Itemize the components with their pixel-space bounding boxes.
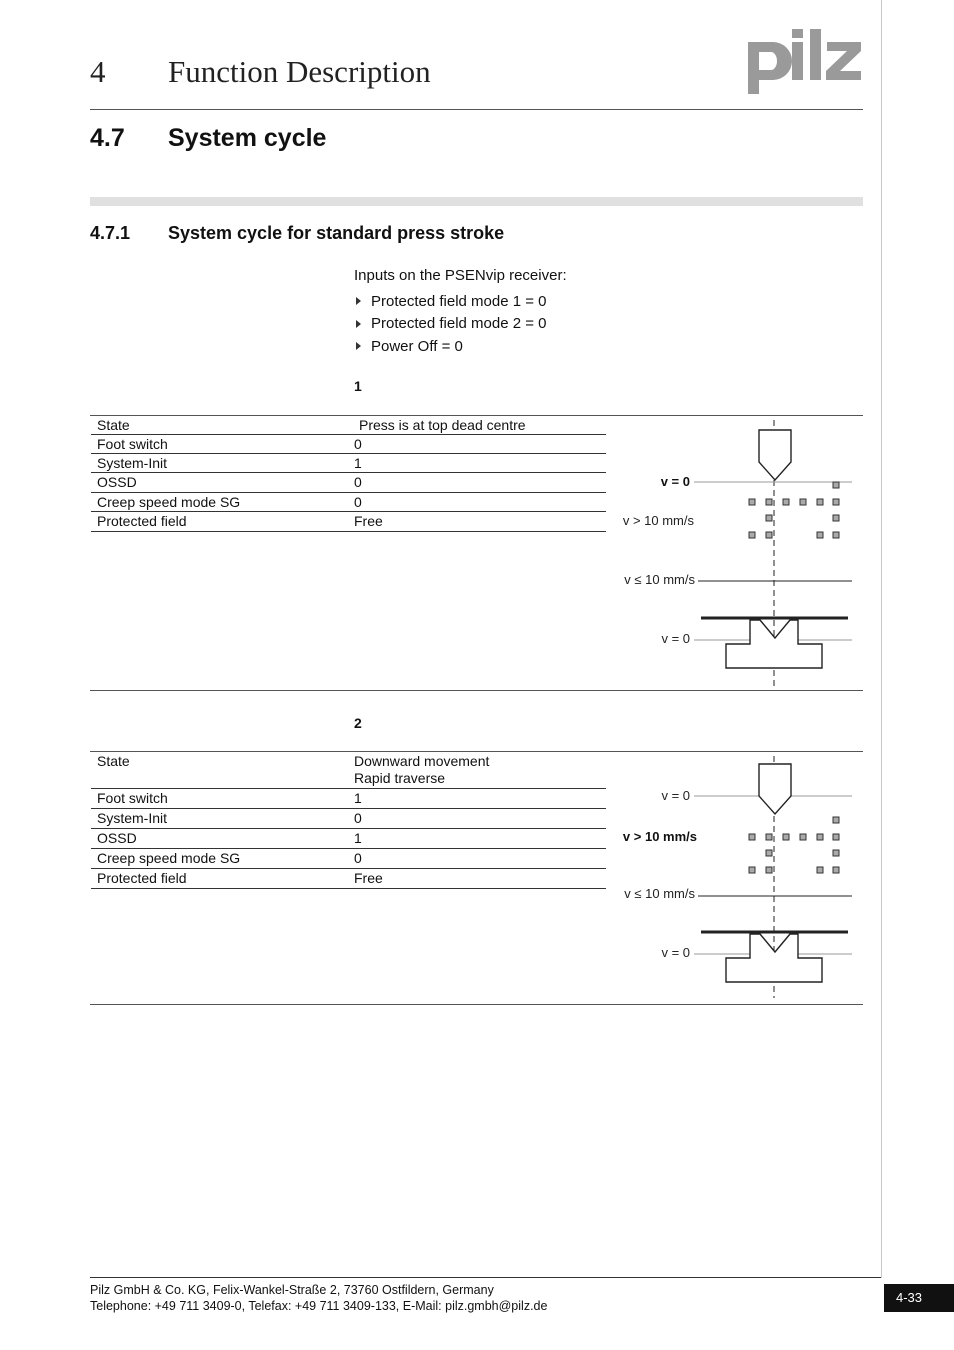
list-item: Power Off = 0 xyxy=(354,335,547,358)
chapter-number: 4 xyxy=(90,54,106,89)
chapter-title: Function Description xyxy=(168,54,431,89)
section-title: System cycle xyxy=(168,124,327,152)
arrow-bullet-icon xyxy=(356,320,361,328)
pilz-logo xyxy=(746,28,864,96)
footer-contact: Telephone: +49 711 3409-0, Telefax: +49 711 3409-133, E-Mail: pilz.gmbh@pilz.de xyxy=(90,1299,548,1313)
speed-label: v > 10 mm/s xyxy=(622,513,694,528)
table-row: Foot switch 0 xyxy=(91,435,606,454)
step-number: 2 xyxy=(354,715,362,731)
step-number: 1 xyxy=(354,378,362,394)
press-diagram xyxy=(606,418,864,690)
list-item: Protected field mode 2 = 0 xyxy=(354,313,547,336)
table-row: Protected field Free xyxy=(91,869,606,889)
table-row: Creep speed mode SG 0 xyxy=(91,849,606,869)
input-list xyxy=(354,290,547,358)
intro-text: Inputs on the PSENvip receiver: xyxy=(354,267,567,284)
step-bottom-rule xyxy=(90,1004,863,1005)
speed-label: v = 0 xyxy=(661,788,690,803)
table-row: Foot switch 1 xyxy=(91,789,606,809)
table-row: System-Init 0 xyxy=(91,809,606,829)
section-divider xyxy=(90,197,863,206)
step-bottom-rule xyxy=(90,690,863,691)
subsection-number: 4.7.1 xyxy=(90,223,131,243)
subsection-title: System cycle for standard press stroke xyxy=(168,223,505,243)
press-diagram xyxy=(606,754,864,1004)
state-table xyxy=(91,416,606,532)
page-margin-line xyxy=(881,0,882,1278)
table-row: State Downward movement Rapid traverse xyxy=(91,752,606,789)
table-row: Protected field Free xyxy=(91,512,606,532)
speed-label: v = 0 xyxy=(661,945,690,960)
state-table xyxy=(91,752,606,889)
table-row: OSSD 0 xyxy=(91,473,606,493)
speed-label: v > 10 mm/s xyxy=(622,829,697,844)
table-row: System-Init 1 xyxy=(91,454,606,473)
list-item: Protected field mode 1 = 0 xyxy=(354,290,547,313)
table-row: State Press is at top dead centre xyxy=(91,416,606,435)
footer-rule xyxy=(90,1277,881,1278)
table-row: OSSD 1 xyxy=(91,829,606,849)
speed-label: v = 0 xyxy=(661,631,690,646)
speed-label: v = 0 xyxy=(660,474,690,489)
footer-address: Pilz GmbH & Co. KG, Felix-Wankel-Straße 2, 73760 Ostfildern, Germany xyxy=(90,1283,494,1297)
page-number: 4-33 xyxy=(884,1284,954,1312)
arrow-bullet-icon xyxy=(356,342,361,350)
header-rule xyxy=(90,109,863,110)
table-row: Creep speed mode SG 0 xyxy=(91,493,606,512)
arrow-bullet-icon xyxy=(356,297,361,305)
speed-label: v ≤ 10 mm/s xyxy=(624,886,695,901)
section-number: 4.7 xyxy=(90,124,125,152)
speed-label: v ≤ 10 mm/s xyxy=(624,572,695,587)
